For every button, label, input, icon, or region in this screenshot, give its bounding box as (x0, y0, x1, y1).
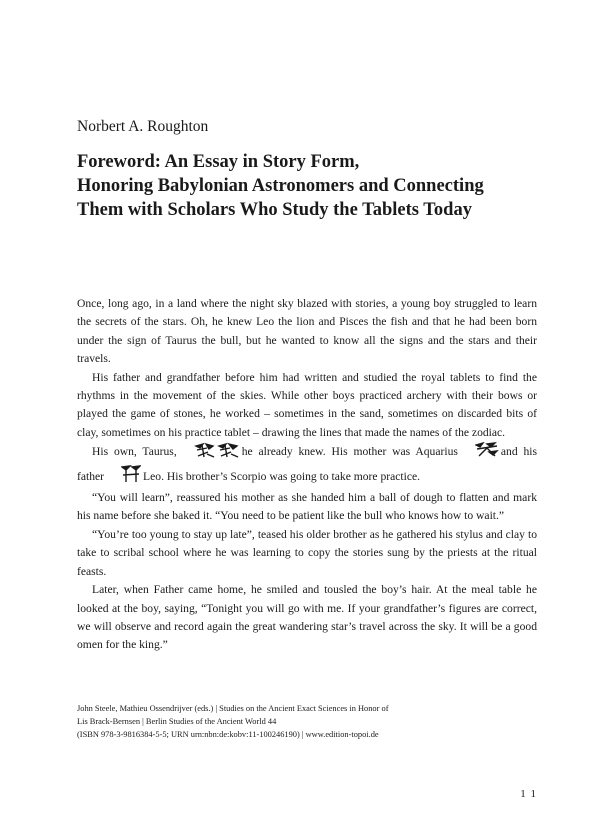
paragraph-3 (77, 442, 537, 489)
footer-line-1: John Steele, Mathieu Ossendrijver (eds.) | Studies on the Ancient Exact Sciences in Honor of (77, 704, 389, 713)
title-line-3: Them with Scholars Who Study the Tablets Today (77, 200, 472, 220)
paragraph-5: “You’re too young to stay up late”, teased his older brother as he gathered his stylus and clay to take to scribal school where he was learning to copy the stories sung by the priests at the ritual feasts. (77, 527, 537, 578)
citation-footer (77, 702, 537, 741)
author-name: Norbert A. Roughton (77, 118, 209, 135)
cuneiform-aquarius-icon (460, 442, 499, 464)
title-line-2: Honoring Babylonian Astronomers and Connecting (77, 176, 484, 196)
paragraph-3-part-c: and his father (77, 445, 537, 483)
paragraph-3-part-a: His own, Taurus, (92, 445, 177, 459)
page-number: 1 1 (520, 788, 537, 800)
cuneiform-leo-icon (106, 465, 141, 489)
paragraph-3-part-b: he already knew. His mother was Aquarius (241, 445, 458, 459)
paragraph-2: His father and grandfather before him had written and studied the royal tablets to find the rhythms in the movement of the skies. While other boys practiced archery with their bows or played the game of stones, he worked – sometimes in the sand, sometimes on discarded bits of clay, sometimes on his practice tablet – drawing the lines that made the names of the zodiac. (77, 370, 537, 439)
footer-line-2: Lis Brack-Bernsen | Berlin Studies of the Ancient World 44 (77, 717, 277, 726)
body-text (77, 295, 537, 655)
paragraph-1: Once, long ago, in a land where the night sky blazed with stories, a young boy struggled to learn the secrets of the stars. Oh, he knew Leo the lion and Pisces the fish and that he had been born under the sign of Taurus the bull, but he wanted to know all the signs and the stars and their travels. (77, 297, 537, 366)
footer-line-3: (ISBN 978-3-9816384-5-5; URN urn:nbn:de:kobv:11-100246190) | www.edition-topoi.de (77, 730, 379, 739)
chapter-title (77, 150, 547, 222)
paragraph-4: “You will learn”, reassured his mother as she handed him a ball of dough to flatten and mark his name before she baked it. “You need to be patient like the bull who knows how to wait.” (77, 491, 537, 523)
title-line-1: Foreword: An Essay in Story Form, (77, 152, 360, 172)
paragraph-3-part-d: Leo. His brother’s Scorpio was going to take more practice. (143, 469, 421, 483)
paragraph-6: Later, when Father came home, he smiled and tousled the boy’s hair. At the meal table he looked at the boy, saying, “Tonight you will go with me. If your grandfather’s figures are correct, we will observe and record again the great wandering star’s travel across the sky. It will be a good omen for the king.” (77, 583, 537, 652)
cuneiform-taurus-icon (179, 442, 240, 464)
